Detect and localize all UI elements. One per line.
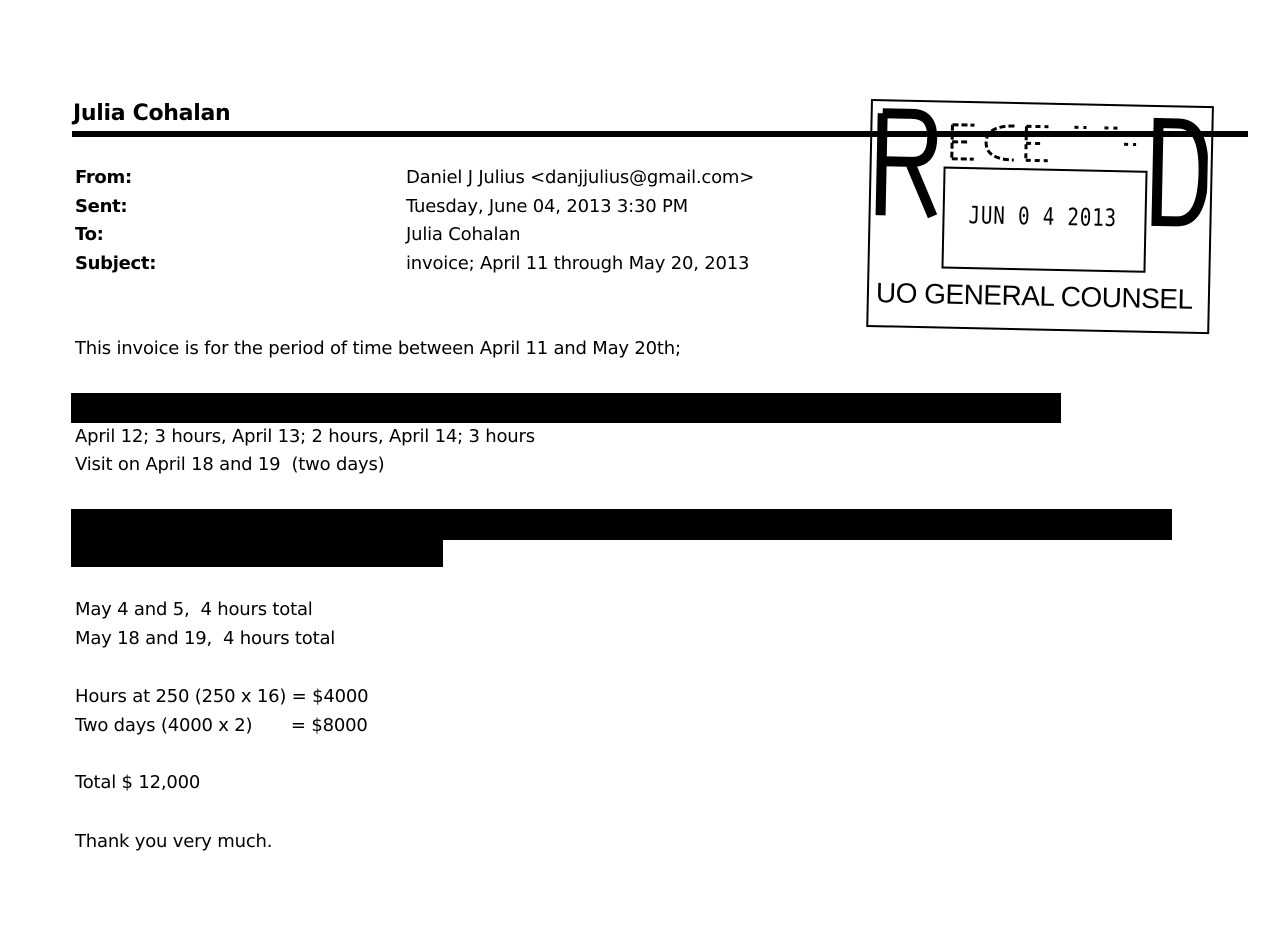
to-value: Julia Cohalan xyxy=(406,224,521,245)
may-hours-line: May 4 and 5, 4 hours total xyxy=(75,599,313,620)
from-label: From: xyxy=(75,167,132,188)
april-visit-line: Visit on April 18 and 19 (two days) xyxy=(75,454,385,475)
days-calculation-line: Two days (4000 x 2) = $8000 xyxy=(75,715,368,736)
from-value: Daniel J Julius <danjjulius@gmail.com> xyxy=(406,167,755,188)
april-hours-line: April 12; 3 hours, April 13; 2 hours, April 14; 3 hours xyxy=(75,426,535,447)
sent-label: Sent: xyxy=(75,196,128,217)
to-label: To: xyxy=(75,224,104,245)
recipient-name-heading: Julia Cohalan xyxy=(73,101,231,126)
redaction-bar xyxy=(71,538,443,567)
redaction-bar xyxy=(71,509,1172,540)
hours-calculation-line: Hours at 250 (250 x 16) = $4000 xyxy=(75,686,369,707)
sent-value: Tuesday, June 04, 2013 3:30 PM xyxy=(406,196,689,217)
intro-text: This invoice is for the period of time between April 11 and May 20th; xyxy=(75,338,681,359)
stamp-date: JUN 0 4 2013 xyxy=(968,201,1118,233)
redaction-bar xyxy=(71,393,1061,423)
stamp-organization: UO GENERAL COUNSEL xyxy=(875,277,1193,315)
closing-line: Thank you very much. xyxy=(75,831,273,852)
subject-value: invoice; April 11 through May 20, 2013 xyxy=(406,253,750,274)
received-stamp xyxy=(866,99,1214,334)
subject-label: Subject: xyxy=(75,253,157,274)
total-line: Total $ 12,000 xyxy=(75,772,201,793)
may-hours-line: May 18 and 19, 4 hours total xyxy=(75,628,336,649)
